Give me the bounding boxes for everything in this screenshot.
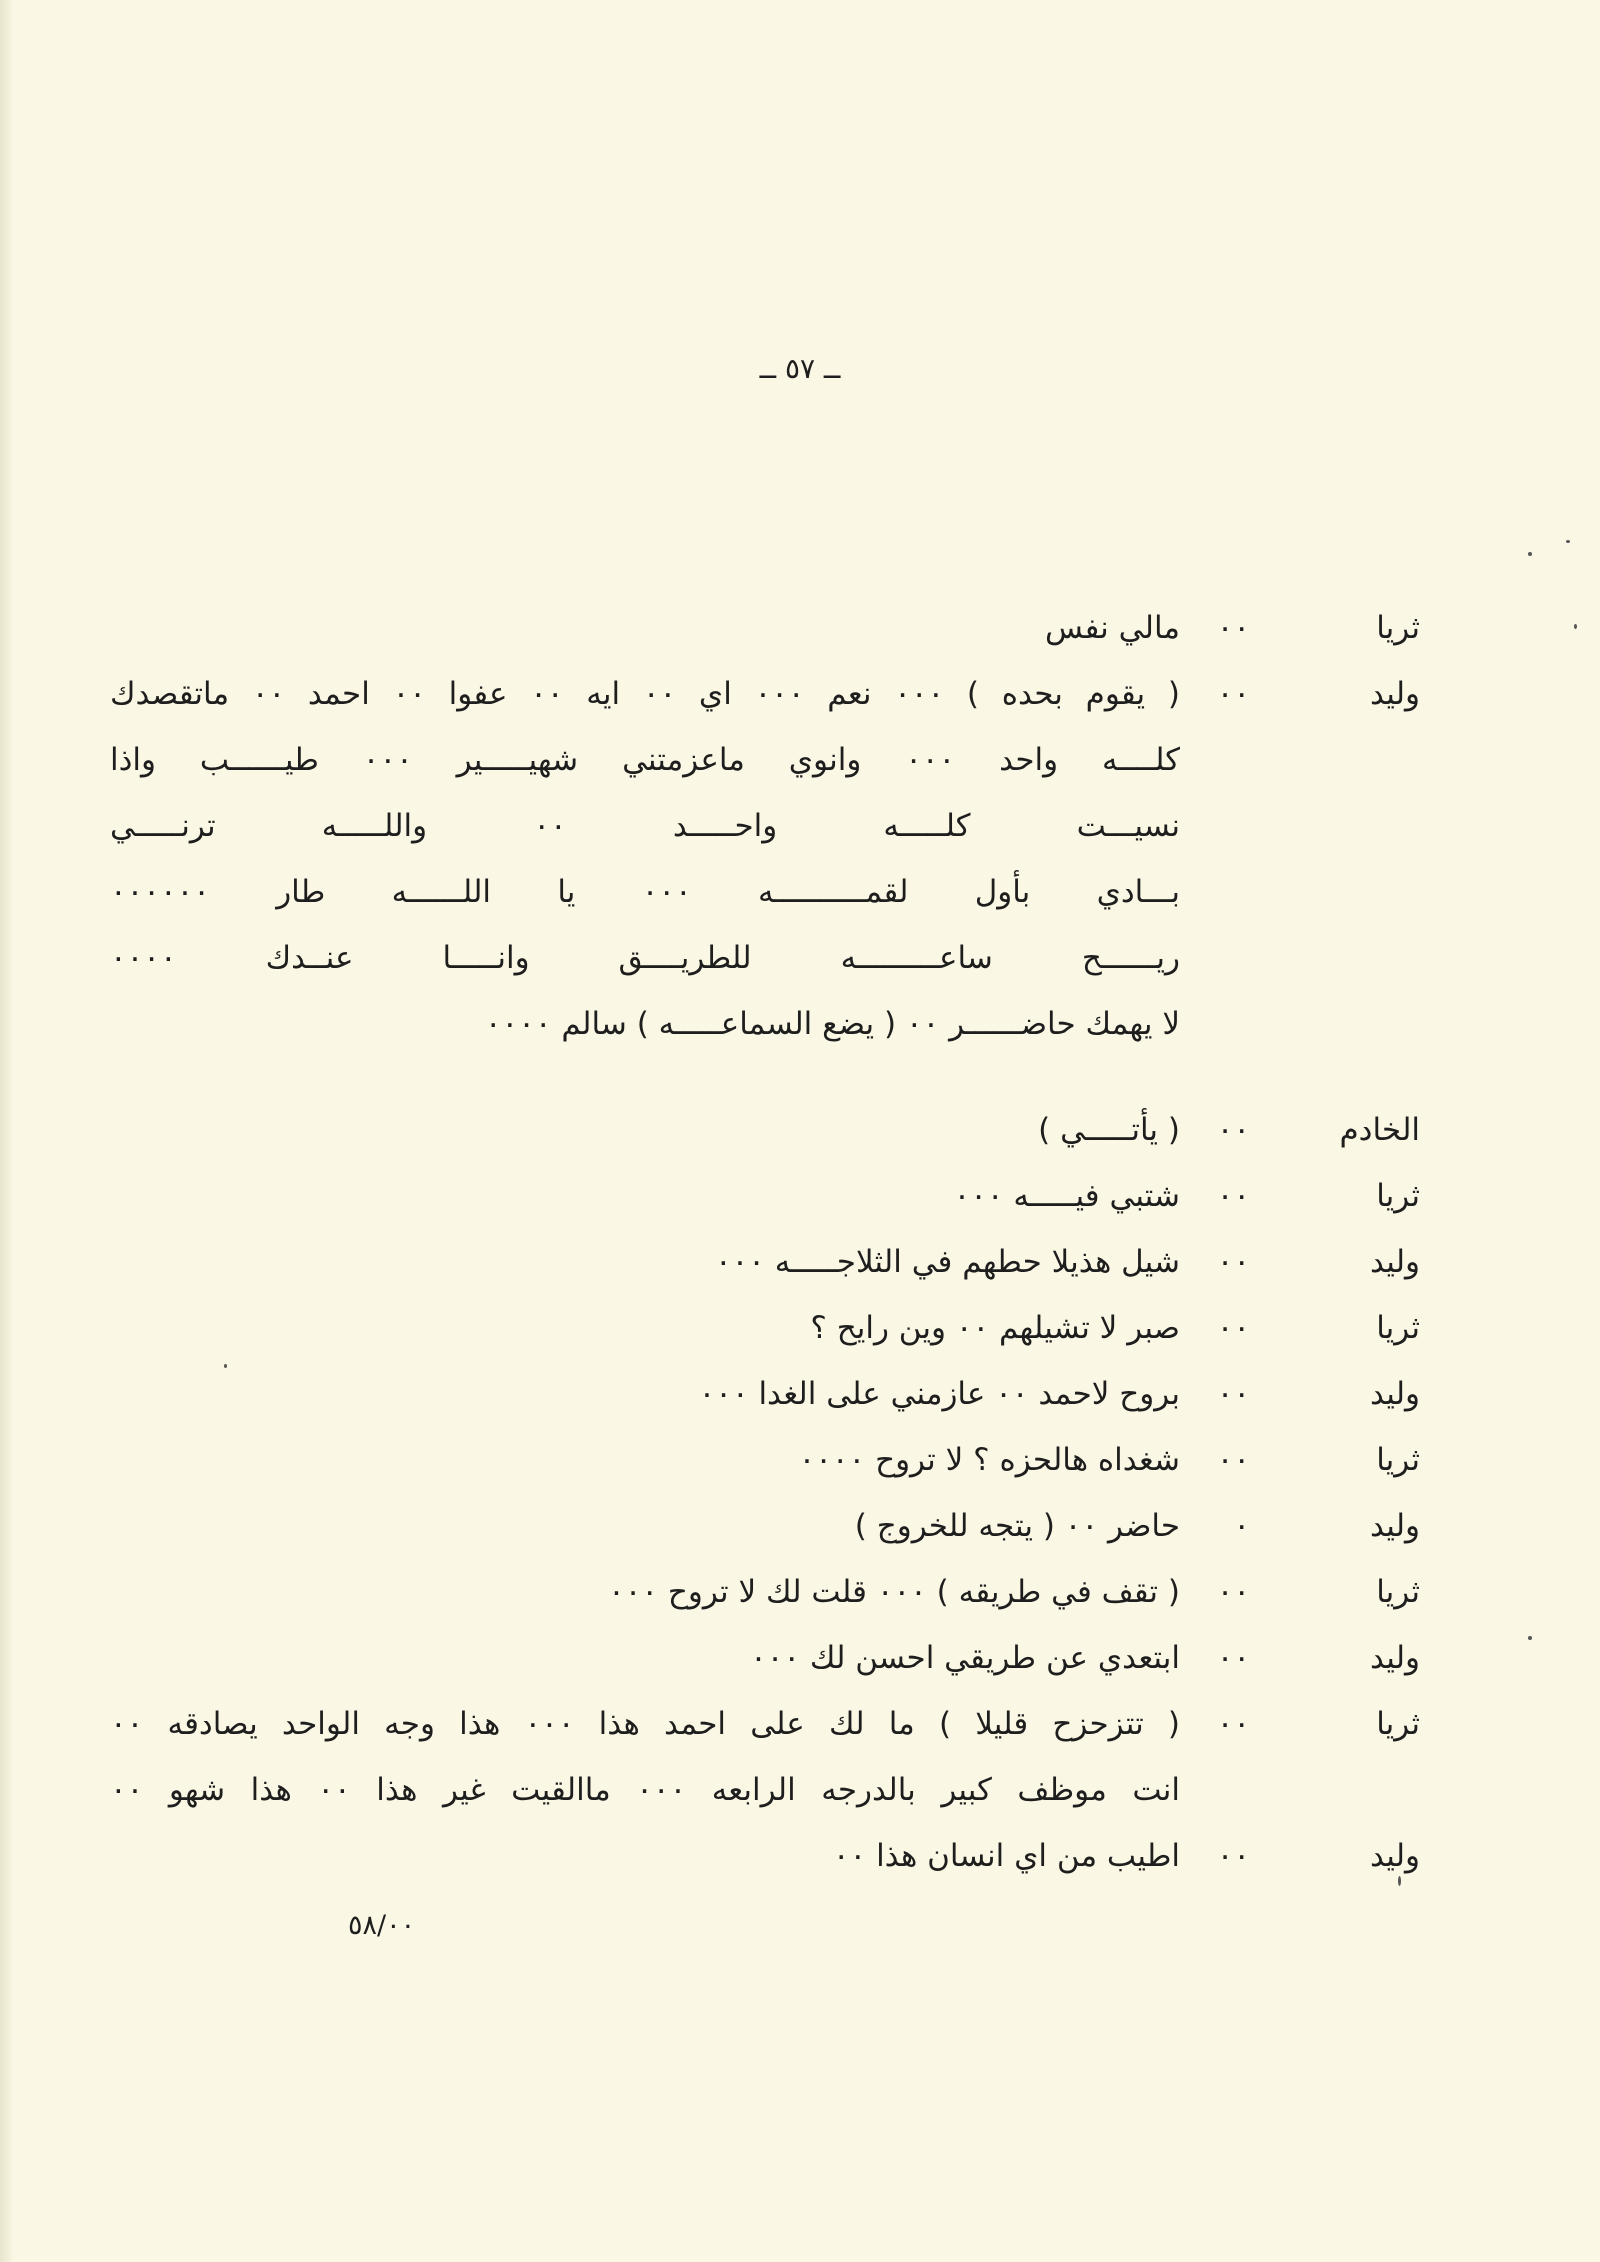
- speech-text: لا يهمك حاضــــــر ٠٠ ( يضع السماعـــــه ) سالم ٠٠٠٠: [484, 1006, 1180, 1042]
- speech-text: حاضر ٠٠ ( يتجه للخروج ): [854, 1508, 1180, 1544]
- speaker-separator: ٠٠: [1216, 1640, 1250, 1676]
- speaker-name: ثريا: [1376, 1574, 1420, 1610]
- speech-text: ريــــــح ساعـــــــــه للطريــــق وانـــــا عنــدك ٠٠٠٠: [110, 940, 1180, 976]
- speaker-name: ثريا: [1376, 1706, 1420, 1742]
- speaker-name: وليد: [1369, 676, 1420, 712]
- scan-speck: [224, 1364, 227, 1368]
- dialogue-line: [110, 1097, 1420, 1163]
- scan-speck: [1398, 1876, 1401, 1886]
- speaker-name: ثريا: [1376, 1310, 1420, 1346]
- speaker-name: وليد: [1369, 1640, 1420, 1676]
- speech-text: بروح لاحمد ٠٠ عازمني على الغدا ٠٠٠: [698, 1376, 1180, 1412]
- dialogue-line: [110, 925, 1420, 991]
- speaker-name: ثريا: [1376, 1442, 1420, 1478]
- speaker-separator: ٠٠: [1216, 1178, 1250, 1214]
- speech-text: شيل هذيلا حطهم في الثلاجـــــه ٠٠٠: [714, 1244, 1180, 1280]
- speech-text: مالي نفس: [1044, 610, 1180, 646]
- speech-text: بـــادي بأول لقمــــــــــه ٠٠٠ يا اللــــــه طار ٠٠٠٠٠٠: [110, 874, 1180, 910]
- speech-text: ( يقوم بحده ) ٠٠٠ نعم ٠٠٠ اي ٠٠ ايه ٠٠ عفوا ٠٠ احمد ٠٠ ماتقصدك: [110, 676, 1180, 712]
- speech-text: شتبي فيـــــه ٠٠٠: [953, 1178, 1180, 1214]
- speaker-name: وليد: [1369, 1376, 1420, 1412]
- dialogue-line: [110, 859, 1420, 925]
- page-number: ــ ٥٧ ــ: [759, 352, 841, 385]
- speech-text: صبر لا تشيلهم ٠٠ وين رايح ؟: [810, 1310, 1180, 1346]
- dialogue-line: [110, 1691, 1420, 1757]
- dialogue-line: [110, 1427, 1420, 1493]
- dialogue-line: [110, 1493, 1420, 1559]
- script-body: [110, 595, 1420, 1889]
- dialogue-line: [110, 595, 1420, 661]
- speaker-separator: ٠٠: [1216, 1310, 1250, 1346]
- speech-text: انت موظف كبير بالدرجه الرابعه ٠٠٠ ماالقيت غير هذا ٠٠ هذا شهو ٠٠: [110, 1772, 1180, 1808]
- speaker-separator: ٠٠: [1216, 1574, 1250, 1610]
- speaker-name: وليد: [1369, 1244, 1420, 1280]
- dialogue-line: [110, 793, 1420, 859]
- scan-speck: [1528, 552, 1532, 556]
- speaker-name: ثريا: [1376, 610, 1420, 646]
- speaker-separator: ٠: [1233, 1508, 1250, 1544]
- dialogue-line: [110, 1757, 1420, 1823]
- dialogue-line: [110, 1559, 1420, 1625]
- speaker-separator: ٠٠: [1216, 1112, 1250, 1148]
- speaker-separator: ٠٠: [1216, 610, 1250, 646]
- dialogue-line: [110, 727, 1420, 793]
- speaker-name: ثريا: [1376, 1178, 1420, 1214]
- dialogue-line: [110, 1163, 1420, 1229]
- speaker-separator: ٠٠: [1216, 1706, 1250, 1742]
- dialogue-line: [110, 661, 1420, 727]
- speaker-separator: ٠٠: [1216, 676, 1250, 712]
- scan-speck: [1574, 624, 1577, 629]
- speech-text: ( تقف في طريقه ) ٠٠٠ قلت لك لا تروح ٠٠٠: [608, 1574, 1180, 1610]
- dialogue-line: [110, 991, 1420, 1057]
- scan-speck: [1528, 1636, 1532, 1640]
- speech-text: نسيـــت كلـــــه واحـــــد ٠٠ واللـــــه ترنـــــي: [110, 808, 1180, 844]
- speech-text: كلــــه واحد ٠٠٠ وانوي ماعزمتني شهيـــــير ٠٠٠ طيــــــب واذا: [110, 742, 1180, 778]
- dialogue-line: [110, 1361, 1420, 1427]
- page-edge: [0, 0, 14, 2262]
- speaker-name: وليد: [1369, 1838, 1420, 1874]
- speaker-separator: ٠٠: [1216, 1442, 1250, 1478]
- speaker-name: الخادم: [1339, 1112, 1420, 1148]
- dialogue-line: [110, 1229, 1420, 1295]
- scan-speck: [1566, 540, 1570, 543]
- next-page-reference: ٥٨/٠٠: [348, 1910, 416, 1941]
- dialogue-line: [110, 1295, 1420, 1361]
- speech-text: شغداه هالحزه ؟ لا تروح ٠٠٠٠: [798, 1442, 1180, 1478]
- speaker-separator: ٠٠: [1216, 1244, 1250, 1280]
- speech-text: ( تتزحزح قليلا ) ما لك على احمد هذا ٠٠٠ هذا وجه الواحد يصادقه ٠٠: [110, 1706, 1180, 1742]
- speaker-separator: ٠٠: [1216, 1838, 1250, 1874]
- speaker-name: وليد: [1369, 1508, 1420, 1544]
- speaker-separator: ٠٠: [1216, 1376, 1250, 1412]
- speech-text: ( يأتـــــي ): [1038, 1112, 1180, 1148]
- dialogue-line: [110, 1823, 1420, 1889]
- speech-text: اطيب من اي انسان هذا ٠٠: [832, 1838, 1180, 1874]
- speech-text: ابتعدي عن طريقي احسن لك ٠٠٠: [750, 1640, 1180, 1676]
- dialogue-line: [110, 1625, 1420, 1691]
